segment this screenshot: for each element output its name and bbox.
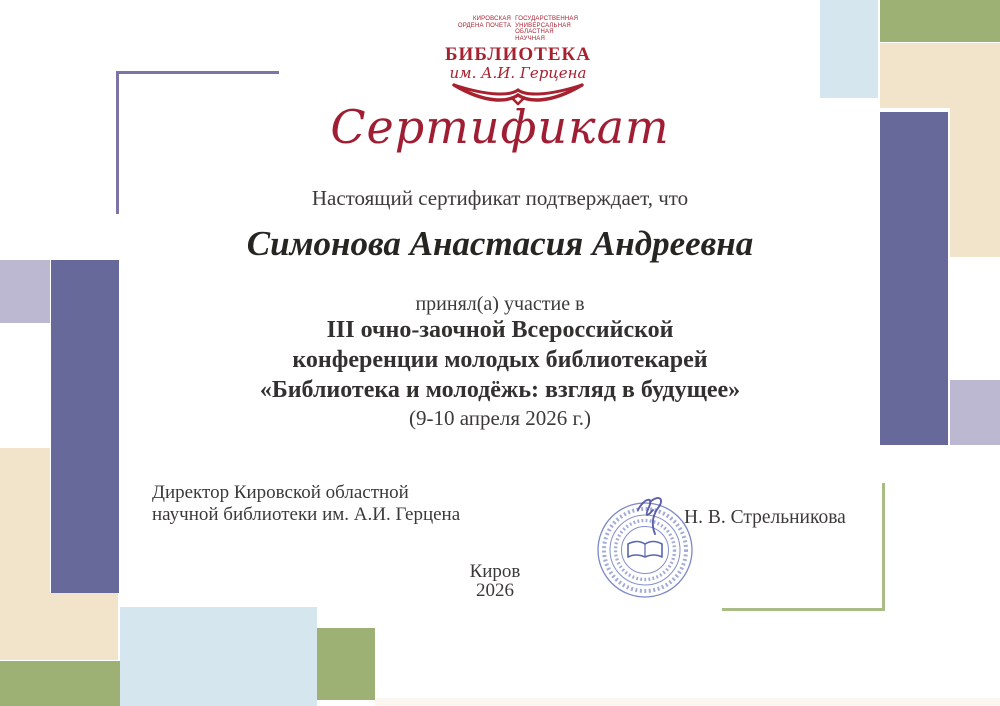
logo-small-line: НАУЧНАЯ [515,36,546,43]
certificate-title: Сертификат [330,100,670,154]
decor-beige-rect-bottom-left [50,593,118,660]
decor-green-rect-top-right [880,0,1000,42]
signatory-title-line: Директор Кировской областной [152,482,409,503]
logo-small-line: КИРОВСКАЯ [472,16,512,22]
decor-green-square-bottom [317,628,375,700]
signatory-title-line: научной библиотеки им. А.И. Герцена [152,504,461,525]
event-title [0,315,1000,405]
event-title-line: конференции молодых библиотекарей [292,347,708,373]
decor-lightblue-square-top-right [820,0,878,98]
decor-beige-column-left [0,448,50,660]
event-date: (9-10 апреля 2026 г.) [409,406,591,430]
decor-lightblue-rect-bottom [120,607,317,706]
handwritten-signature [638,498,661,534]
participation-line: принял(а) участие в [415,293,585,315]
logo-small-text [438,16,598,43]
logo-small-line: ОРДЕНА ПОЧЕТА [457,22,512,29]
footer-year: 2026 [476,580,514,601]
certificate-intro: Настоящий сертификат подтверждает, что [311,186,689,210]
decor-beige-rect-top-right [880,43,1000,108]
footer-city-year [395,562,595,600]
library-logo [438,16,598,109]
decor-corner-bracket-bottom-right [722,483,885,611]
logo-library-name: БИБЛИОТЕКА [445,43,591,65]
library-seal-stamp-icon [594,488,696,604]
logo-small-line: ОБЛАСТНАЯ [515,29,554,36]
signatory-title [152,482,460,526]
event-title-line: «Библиотека и молодёжь: взгляд в будущее» [259,377,741,403]
logo-small-line: ГОСУДАРСТВЕННАЯ [515,16,579,22]
signatory-name: Н. В. Стрельникова [684,507,846,528]
stamp-open-book-icon [628,542,662,558]
recipient-name: Симонова Анастасия Андреевна [246,224,754,263]
event-title-line: III очно-заочной Всероссийской [326,317,674,343]
footer-city: Киров [469,561,521,582]
logo-small-line: УНИВЕРСАЛЬНАЯ [515,22,571,29]
logo-herzen-name: им. А.И. Герцена [449,63,587,82]
decor-green-rect-bottom-left [0,661,120,706]
decor-faint-strip-bottom [375,698,1000,706]
